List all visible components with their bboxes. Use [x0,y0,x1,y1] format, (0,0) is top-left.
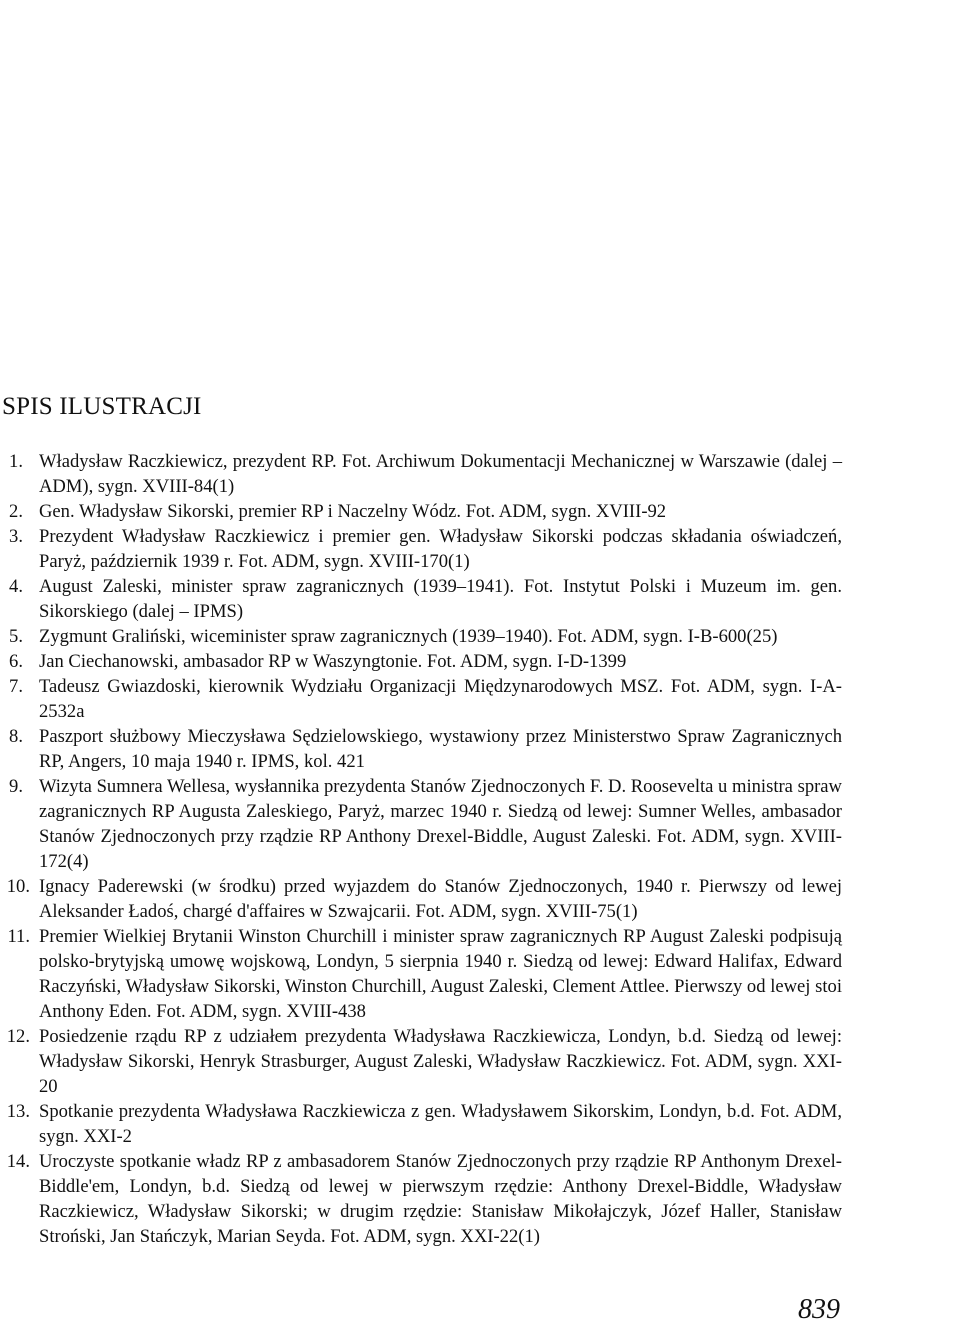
item-text: Jan Ciechanowski, ambasador RP w Waszyngtonie. Fot. ADM, sygn. I-D-1399 [39,651,627,672]
page-number: 839 [798,1294,840,1325]
list-item [0,774,842,874]
item-text: Władysław Raczkiewicz, prezydent RP. Fot. Archiwum Dokumentacji Mechanicznej w Warszawie (dalej – ADM), sygn. XVIII-84(1) [39,451,842,497]
item-text: Prezydent Władysław Raczkiewicz i premier gen. Władysław Sikorski podczas składania oświadczeń, Paryż, październik 1939 r. Fot. ADM, sygn. XVIII-170(1) [39,526,842,572]
item-text: Zygmunt Graliński, wiceminister spraw zagranicznych (1939–1940). Fot. ADM, sygn. I-B-600(25) [39,626,778,647]
list-item [0,1024,842,1099]
item-text: Uroczyste spotkanie władz RP z ambasadorem Stanów Zjednoczonych przy rządzie RP Anthonym Drexel-Biddle'em, Londyn, b.d. Siedzą od lewej w pierwszym rzędzie: Anthony Drexel-Biddle, Władysław Raczkiewicz, Władysław Sikorski; w drugim rzędzie: Stanisław Mikołajczyk, Józef Haller, Stanisław Stroński, Jan Stańczyk, Marian Seyda. Fot. ADM, sygn. XXI-22(1) [39,1151,842,1247]
item-number: 10. [6,876,30,897]
list-item [0,724,842,774]
item-number: 14. [6,1151,30,1172]
item-number: 13. [6,1101,30,1122]
list-item [0,449,842,499]
item-number: 2. [9,501,23,522]
list-item [0,624,842,649]
item-number: 7. [9,676,23,697]
list-item [0,524,842,574]
list-item [0,874,842,924]
item-number: 6. [9,651,23,672]
item-text: Wizyta Sumnera Wellesa, wysłannika prezydenta Stanów Zjednoczonych F. D. Roosevelta u ministra spraw zagranicznych RP Augusta Zaleskiego, Paryż, marzec 1940 r. Siedzą od lewej: Sumner Welles, ambasador Stanów Zjednoczonych przy rządzie RP Anthony Drexel-Biddle, August Zaleski. Fot. ADM, sygn. XVIII-172(4) [39,776,842,872]
item-number: 3. [9,526,23,547]
item-text: Gen. Władysław Sikorski, premier RP i Naczelny Wódz. Fot. ADM, sygn. XVIII-92 [39,501,667,522]
list-item [0,499,842,524]
item-number: 11. [7,926,30,947]
list-item [0,574,842,624]
list-item [0,674,842,724]
section-heading: SPIS ILUSTRACJI [2,393,202,420]
list-item [0,924,842,1024]
item-text: Spotkanie prezydenta Władysława Raczkiewicza z gen. Władysławem Sikorskim, Londyn, b.d. Fot. ADM, sygn. XXI-2 [39,1101,842,1147]
item-number: 12. [6,1026,30,1047]
item-number: 1. [9,451,23,472]
item-text: Posiedzenie rządu RP z udziałem prezydenta Władysława Raczkiewicza, Londyn, b.d. Siedzą od lewej: Władysław Sikorski, Henryk Strasburger, August Zaleski, Władysław Raczkiewicz. Fot. ADM, sygn. XXI-20 [39,1026,842,1097]
illustration-list [0,449,842,1249]
item-number: 4. [9,576,23,597]
item-number: 9. [9,776,23,797]
list-item [0,1099,842,1149]
item-text: Premier Wielkiej Brytanii Winston Churchill i minister spraw zagranicznych RP August Zaleski podpisują polsko-brytyjską umowę wojskową, Londyn, 5 sierpnia 1940 r. Siedzą od lewej: Edward Halifax, Edward Raczyński, Władysław Sikorski, Winston Churchill, August Zaleski, Clement Attlee. Pierwszy od lewej stoi Anthony Eden. Fot. ADM, sygn. XVIII-438 [39,926,842,1022]
item-text: August Zaleski, minister spraw zagranicznych (1939–1941). Fot. Instytut Polski i Muzeum im. gen. Sikorskiego (dalej – IPMS) [39,576,842,622]
list-item [0,1149,842,1249]
list-item [0,649,842,674]
item-number: 5. [9,626,23,647]
item-number: 8. [9,726,23,747]
item-text: Paszport służbowy Mieczysława Sędzielowskiego, wystawiony przez Ministerstwo Spraw Zagranicznych RP, Angers, 10 maja 1940 r. IPMS, kol. 421 [39,726,842,772]
item-text: Ignacy Paderewski (w środku) przed wyjazdem do Stanów Zjednoczonych, 1940 r. Pierwszy od lewej Aleksander Ładoś, chargé d'affaires w Szwajcarii. Fot. ADM, sygn. XVIII-75(1) [39,876,842,922]
item-text: Tadeusz Gwiazdoski, kierownik Wydziału Organizacji Międzynarodowych MSZ. Fot. ADM, sygn. I-A-2532a [39,676,842,722]
